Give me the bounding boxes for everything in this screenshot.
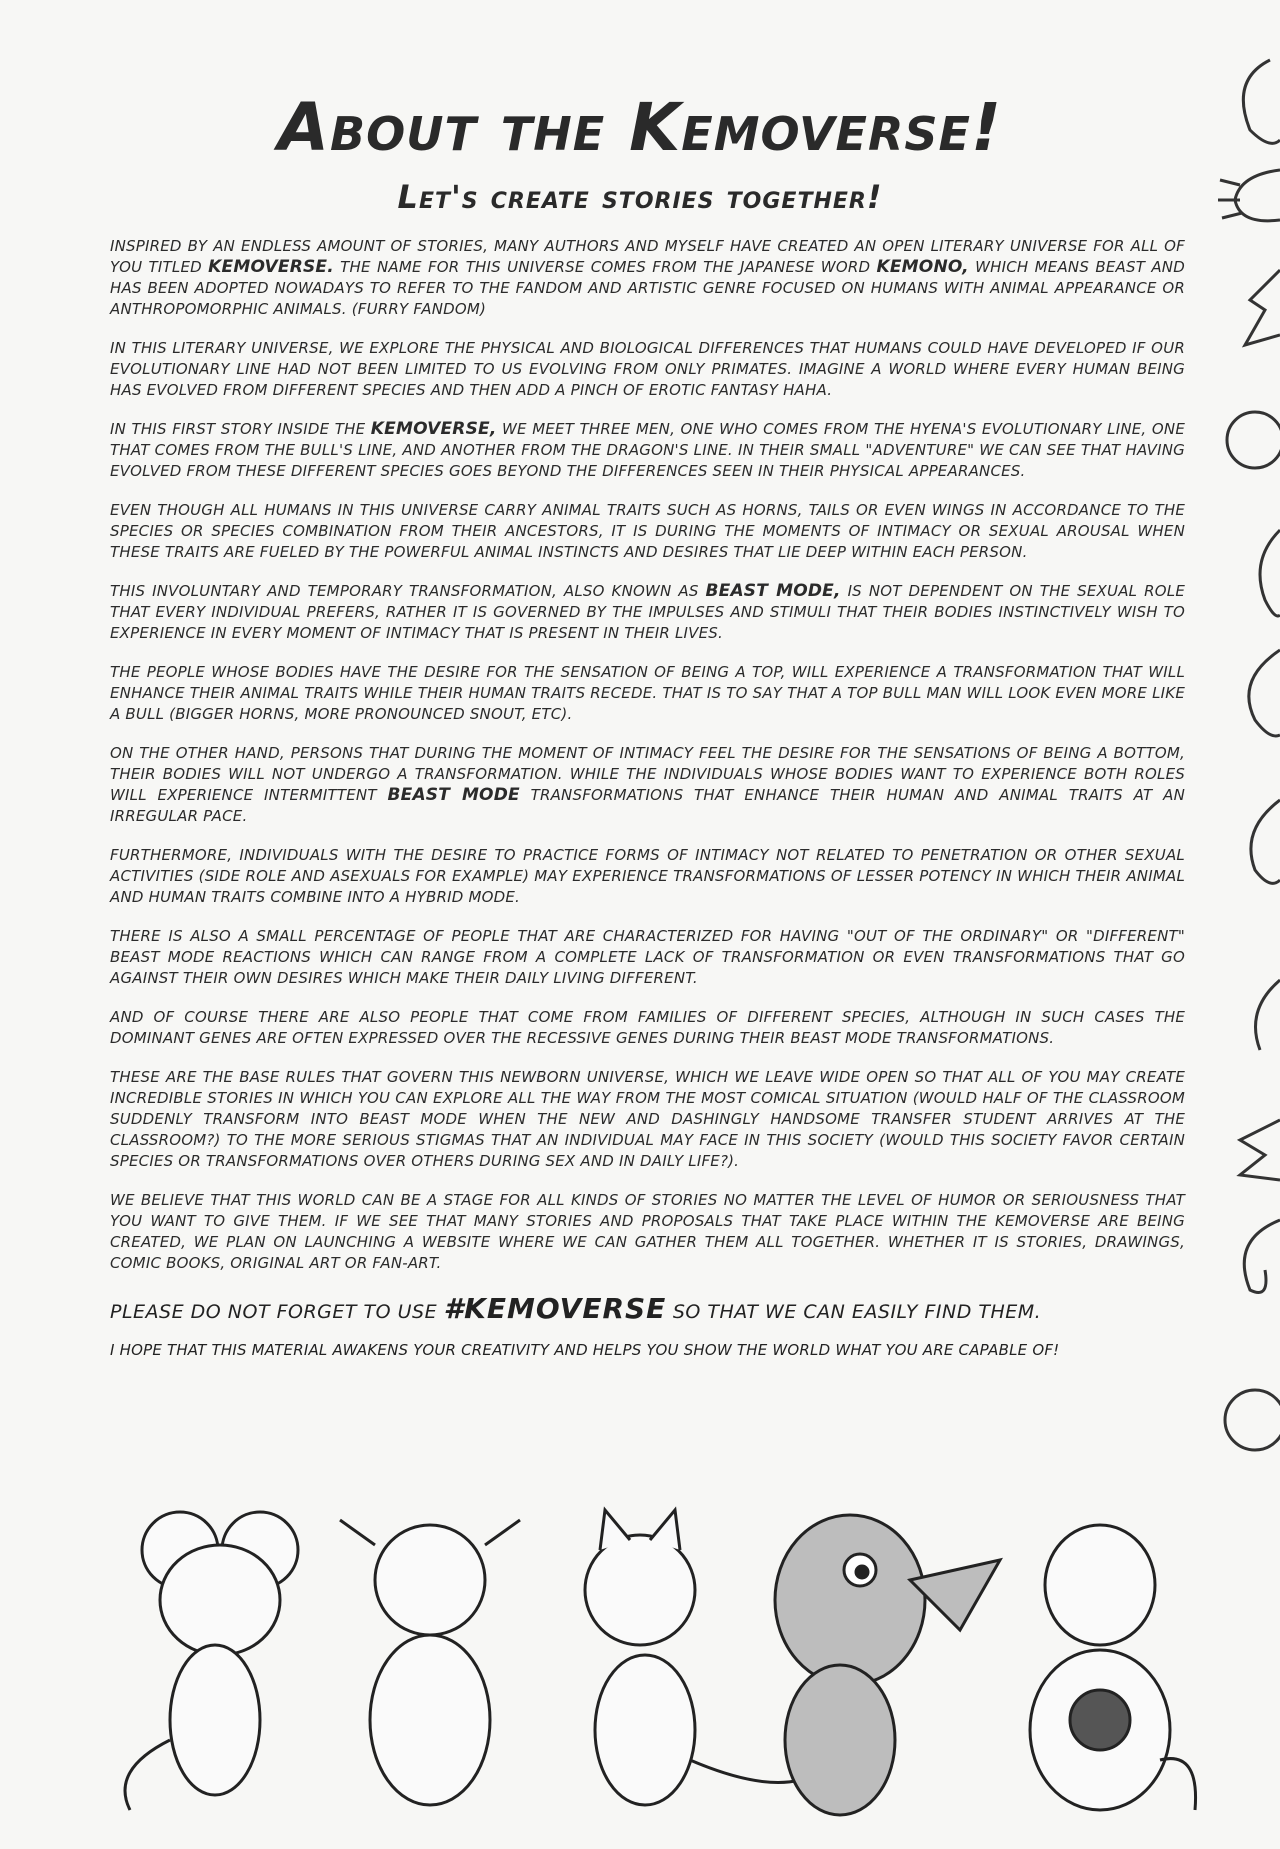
paragraph-text: IN THIS FIRST STORY INSIDE THE [110, 420, 371, 438]
paragraph-text: THE NAME FOR THIS UNIVERSE COMES FROM THE JAPANESE WORD [333, 258, 877, 276]
hand-icon [1218, 170, 1280, 221]
body-paragraph [110, 236, 1185, 320]
body-paragraph [110, 662, 1185, 725]
page-subtitle: Let's create stories together! [397, 178, 883, 216]
body-text [110, 236, 1185, 1374]
paragraph-text: IN THIS LITERARY UNIVERSE, WE EXPLORE THE PHYSICAL AND BIOLOGICAL DIFFERENCES THAT HUMANS COULD HAVE DEVELOPED IF OUR EVOLUTIONARY LINE HAD NOT BEEN LIMITED TO US EVOLVING FROM ONLY PRIMATES. IMAGINE A WORLD WHERE EVERY HUMAN BEING HAS EVOLVED FROM DIFFERENT SPECIES AND THEN ADD A PINCH OF EROTIC FANTASY HAHA. [110, 339, 1185, 399]
paragraph-text: THIS INVOLUNTARY AND TEMPORARY TRANSFORMATION, ALSO KNOWN AS [110, 582, 706, 600]
hashtag-reminder [110, 1292, 1185, 1325]
emphasized-term: BEAST MODE [387, 785, 520, 805]
horn-icon [1251, 800, 1280, 883]
bird-character [775, 1515, 1000, 1815]
closing-line: I HOPE THAT THIS MATERIAL AWAKENS YOUR CREATIVITY AND HELPS YOU SHOW THE WORLD WHAT YOU ARE CAPABLE OF! [110, 1341, 1060, 1359]
emphasized-term: KEMOVERSE, [370, 419, 497, 439]
body-paragraph [110, 1067, 1185, 1172]
spiral-tail-icon [1244, 1220, 1280, 1293]
paragraph-text: WE MEET THREE MEN, ONE WHO COMES FROM THE HYENA'S EVOLUTIONARY LINE, ONE THAT COMES FROM THE BULL'S LINE, AND ANOTHER FROM THE DRAGON'S LINE. IN THEIR SMALL "ADVENTURE" WE CAN SEE THAT HAVING EVOLVED FROM THESE DIFFERENT SPECIES GOES BEYOND THE DIFFERENCES SEEN IN THEIR PHYSICAL APPEARANCES. [110, 420, 1185, 480]
body-paragraph [110, 1007, 1185, 1049]
character-lineup-illustration [100, 1490, 1200, 1830]
fin-icon [1249, 650, 1280, 736]
paragraph-text: IS NOT DEPENDENT ON THE SEXUAL ROLE THAT EVERY INDIVIDUAL PREFERS, RATHER IT IS GOVERNED BY THE IMPULSES AND STIMULI THAT THEIR BODIES INSTINCTIVELY WISH TO EXPERIENCE IN EVERY MOMENT OF INTIMACY THAT IS PRESENT IN THEIR LIVES. [110, 582, 1186, 642]
bat-wing-icon [1240, 1120, 1280, 1180]
paragraph-list [110, 236, 1185, 1274]
body-paragraph [110, 581, 1185, 644]
decorative-creature-strip [1210, 0, 1280, 1500]
body-paragraph [110, 500, 1185, 563]
body-paragraph [110, 419, 1185, 482]
tail-icon [1256, 980, 1280, 1050]
paragraph-text: FURTHERMORE, INDIVIDUALS WITH THE DESIRE TO PRACTICE FORMS OF INTIMACY NOT RELATED TO PENETRATION OR OTHER SEXUAL ACTIVITIES (SIDE ROLE AND ASEXUALS FOR EXAMPLE) MAY EXPERIENCE TRANSFORMATIONS OF LESSER POTENCY IN WHICH THEIR ANIMAL AND HUMAN TRAITS COMBINE INTO A HYBRID MODE. [110, 846, 1185, 906]
emphasized-term: BEAST MODE, [705, 581, 841, 601]
paragraph-text: INSPIRED BY AN ENDLESS AMOUNT OF STORIES, MANY AUTHORS AND MYSELF HAVE CREATED AN OPEN LITERARY UNIVERSE FOR ALL OF YOU TITLED [110, 237, 1185, 276]
paragraph-text: THERE IS ALSO A SMALL PERCENTAGE OF PEOPLE THAT ARE CHARACTERIZED FOR HAVING "OUT OF THE ORDINARY" OR "DIFFERENT" BEAST MODE REACTIONS WHICH CAN RANGE FROM A COMPLETE LACK OF TRANSFORMATION OR EVEN TRANSFORMATIONS THAT GO AGAINST THEIR OWN DESIRES WHICH MAKE THEIR DAILY LIVING DIFFERENT. [110, 927, 1185, 987]
paragraph-text: THESE ARE THE BASE RULES THAT GOVERN THIS NEWBORN UNIVERSE, WHICH WE LEAVE WIDE OPEN SO THAT ALL OF YOU MAY CREATE INCREDIBLE STORIES IN WHICH YOU CAN EXPLORE ALL THE WAY FROM THE MOST COMICAL SITUATION (WOULD HALF OF THE CLASSROOM SUDDENLY TRANSFORM INTO BEAST MODE WHEN THE NEW AND DASHINGLY HANDSOME TRANSFER STUDENT ARRIVES AT THE CLASSROOM?) TO THE MORE SERIOUS STIGMAS THAT AN INDIVIDUAL MAY FACE IN THIS SOCIETY (WOULD THIS SOCIETY FAVOR CERTAIN SPECIES OR TRANSFORMATIONS OVER OTHERS DURING SEX AND IN DAILY LIFE?). [110, 1068, 1185, 1170]
paragraph-text: ON THE OTHER HAND, PERSONS THAT DURING THE MOMENT OF INTIMACY FEEL THE DESIRE FOR THE SENSATIONS OF BEING A BOTTOM, THEIR BODIES WILL NOT UNDERGO A TRANSFORMATION. WHILE THE INDIVIDUALS WHOSE BODIES WANT TO EXPERIENCE BOTH ROLES WILL EXPERIENCE INTERMITTENT [110, 744, 1185, 804]
raccoon-character [1030, 1525, 1196, 1810]
tail-curl-icon [1243, 60, 1280, 143]
emphasized-term: KEMONO, [876, 257, 969, 277]
paragraph-text: TRANSFORMATIONS THAT ENHANCE THEIR HUMAN AND ANIMAL TRAITS AT AN IRREGULAR PACE. [110, 786, 1185, 825]
emphasized-term: KEMOVERSE. [208, 257, 334, 277]
hashtag-after: SO THAT WE CAN EASILY FIND THEM. [666, 1301, 1042, 1323]
body-paragraph [110, 1190, 1185, 1274]
wing-icon [1245, 270, 1280, 345]
paragraph-text: WHICH MEANS BEAST AND HAS BEEN ADOPTED NOWADAYS TO REFER TO THE FANDOM AND ARTISTIC GENRE FOCUSED ON HUMANS WITH ANIMAL APPEARANCE OR ANTHROPOMORPHIC ANIMALS. (FURRY FANDOM) [110, 258, 1185, 318]
paw-pad-icon [1225, 1390, 1280, 1450]
bull-character [340, 1520, 520, 1805]
paragraph-text: AND OF COURSE THERE ARE ALSO PEOPLE THAT COME FROM FAMILIES OF DIFFERENT SPECIES, ALTHOUGH IN SUCH CASES THE DOMINANT GENES ARE OFTEN EXPRESSED OVER THE RECESSIVE GENES DURING THEIR BEAST MODE TRANSFORMATIONS. [110, 1008, 1185, 1047]
body-paragraph [110, 845, 1185, 908]
body-paragraph [110, 338, 1185, 401]
page-title: About the Kemoverse! [277, 89, 1003, 166]
paragraph-text: WE BELIEVE THAT THIS WORLD CAN BE A STAGE FOR ALL KINDS OF STORIES NO MATTER THE LEVEL OF HUMOR OR SERIOUSNESS THAT YOU WANT TO GIVE THEM. IF WE SEE THAT MANY STORIES AND PROPOSALS THAT TAKE PLACE WITHIN THE KEMOVERSE ARE BEING CREATED, WE PLAN ON LAUNCHING A WEBSITE WHERE WE CAN GATHER THEM ALL TOGETHER. WHETHER IT IS STORIES, DRAWINGS, COMIC BOOKS, ORIGINAL ART OR FAN-ART. [110, 1191, 1185, 1272]
mouse-character [125, 1512, 298, 1810]
paw-icon [1227, 412, 1280, 468]
body-paragraph [110, 926, 1185, 989]
claw-icon [1260, 530, 1280, 616]
cat-character [585, 1510, 800, 1805]
paragraph-text: THE PEOPLE WHOSE BODIES HAVE THE DESIRE FOR THE SENSATION OF BEING A TOP, WILL EXPERIENCE A TRANSFORMATION THAT WILL ENHANCE THEIR ANIMAL TRAITS WHILE THEIR HUMAN TRAITS RECEDE. THAT IS TO SAY THAT A TOP BULL MAN WILL LOOK EVEN MORE LIKE A BULL (BIGGER HORNS, MORE PRONOUNCED SNOUT, ETC). [110, 663, 1185, 723]
hashtag-before: PLEASE DO NOT FORGET TO USE [110, 1301, 444, 1323]
hashtag-text: #KEMOVERSE [443, 1292, 667, 1325]
paragraph-text: EVEN THOUGH ALL HUMANS IN THIS UNIVERSE CARRY ANIMAL TRAITS SUCH AS HORNS, TAILS OR EVEN WINGS IN ACCORDANCE TO THE SPECIES OR SPECIES COMBINATION FROM THEIR ANCESTORS, IT IS DURING THE MOMENTS OF INTIMACY OR SEXUAL AROUSAL WHEN THESE TRAITS ARE FUELED BY THE POWERFUL ANIMAL INSTINCTS AND DESIRES THAT LIE DEEP WITHIN EACH PERSON. [110, 501, 1185, 561]
body-paragraph [110, 743, 1185, 827]
